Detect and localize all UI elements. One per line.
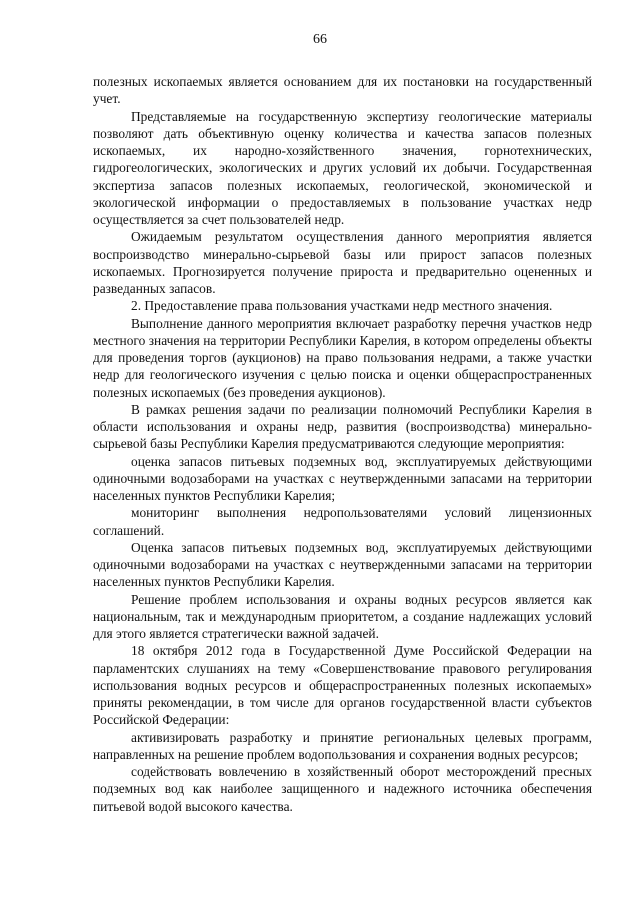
paragraph-12: активизировать разработку и принятие региональных целевых программ, направленных на решение проблем водопользования и сохранения водных ресурсов; xyxy=(93,729,592,762)
paragraph-4: 2. Предоставление права пользования участками недр местного значения. xyxy=(131,298,553,314)
paragraph-2: Представляемые на государственную экспертизу геологические материалы позволяют дать объективную оценку количества и качества запасов полезных ископаемых, их народно-хозяйственного значения, горнотехнических, гидрогеологических, экологических и других условий их добычи. Государственная экспертиза запасов полезных ископаемых, геологической, экономической и экологической информации о предоставляемых в пользование участках недр осуществляется за счет пользователей недр. xyxy=(93,108,592,227)
paragraph-11: 18 октября 2012 года в Государственной Думе Российской Федерации на парламентских слушаниях на тему «Совершенствование правового регулирования использования водных ресурсов и общераспространенных полезных ископаемых» приняты рекомендации, в том числе для органов государственной власти субъектов Российской Федерации: xyxy=(93,643,592,728)
paragraph-8: мониторинг выполнения недропользователями условий лицензионных соглашений. xyxy=(93,505,592,538)
paragraph-7: оценка запасов питьевых подземных вод, эксплуатируемых действующими одиночными водозаборами на участках с неутвержденными запасами на территории населенных пунктов Республики Карелия; xyxy=(93,453,592,503)
paragraph-3: Ожидаемым результатом осуществления данного мероприятия является воспроизводство минерально-сырьевой базы или прирост запасов полезных ископаемых. Прогнозируется получение прироста и предварительно оцененных и разведанных запасов. xyxy=(93,229,592,296)
paragraph-13: содействовать вовлечению в хозяйственный оборот месторождений пресных подземных вод как наиболее защищенного и надежного источника обеспечения питьевой водой высокого качества. xyxy=(93,764,592,814)
paragraph-9: Оценка запасов питьевых подземных вод, эксплуатируемых действующими одиночными водозаборами на участках с неутвержденными запасами на территории населенных пунктов Республики Карелия. xyxy=(93,539,592,590)
document-body xyxy=(93,73,592,815)
paragraph-1: полезных ископаемых является основанием для их постановки на государственный учет. xyxy=(93,74,592,107)
paragraph-6: В рамках решения задачи по реализации полномочий Республики Карелия в области использования и охраны недр, развития (воспроизводства) минерально-сырьевой базы Республики Карелия предусматриваются следующие мероприятия: xyxy=(93,401,592,452)
paragraph-10: Решение проблем использования и охраны водных ресурсов является как национальным, так и международным приоритетом, а создание надлежащих условий для этого является стратегически важной задачей. xyxy=(93,591,592,641)
paragraph-5: Выполнение данного мероприятия включает разработку перечня участков недр местного значения на территории Республики Карелия, в котором определены объекты для проведения торгов (аукционов) на право пользования недрами, а также участки недр для геологического изучения с целью поиска и оценки общераспространенных полезных ископаемых (без проведения аукционов). xyxy=(93,315,592,400)
page-number: 66 xyxy=(313,32,327,47)
